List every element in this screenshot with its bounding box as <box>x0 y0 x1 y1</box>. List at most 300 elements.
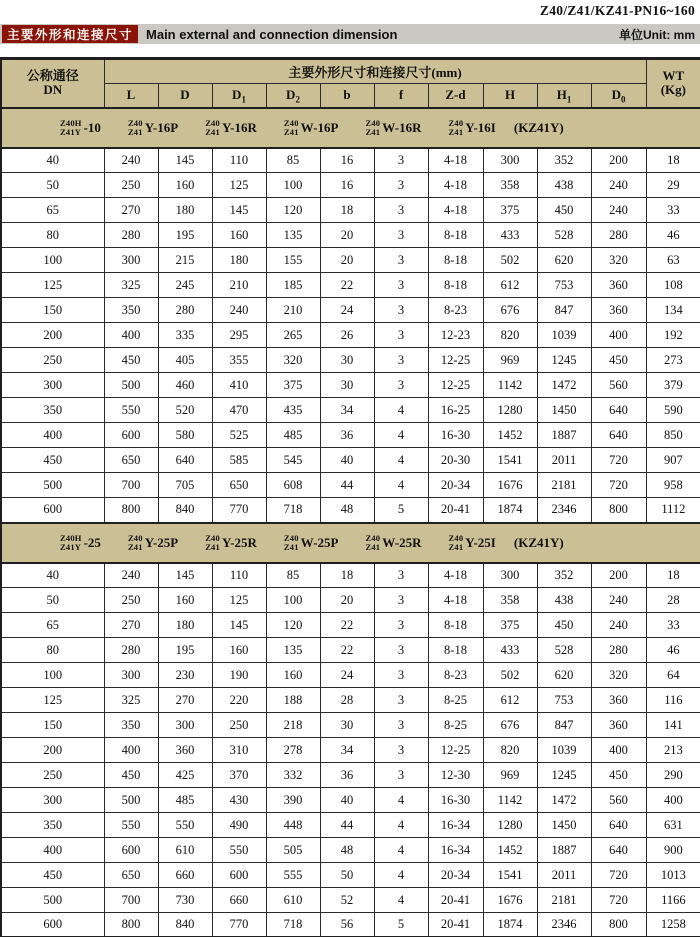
dn-cell: 50 <box>1 173 104 198</box>
table-row <box>1 638 700 663</box>
value-cell: 8-25 <box>428 713 483 738</box>
model-suffix: Y-25R <box>221 534 257 550</box>
value-cell: 33 <box>646 198 700 223</box>
model-suffix: -25 <box>83 534 101 550</box>
value-cell: 435 <box>266 398 320 423</box>
value-cell: 3 <box>374 198 428 223</box>
column-header: L <box>104 84 158 108</box>
value-cell: 2346 <box>537 498 591 523</box>
dn-cell: 400 <box>1 423 104 448</box>
value-cell: 195 <box>158 638 212 663</box>
value-cell: 502 <box>483 663 537 688</box>
value-cell: 502 <box>483 248 537 273</box>
value-cell: 3 <box>374 688 428 713</box>
model-suffix: Y-16I <box>465 119 496 135</box>
value-cell: 1166 <box>646 888 700 913</box>
value-cell: 1142 <box>483 788 537 813</box>
value-cell: 720 <box>591 863 646 888</box>
value-cell: 290 <box>646 763 700 788</box>
value-cell: 160 <box>212 223 266 248</box>
value-cell: 320 <box>591 663 646 688</box>
value-cell: 958 <box>646 473 700 498</box>
value-cell: 295 <box>212 323 266 348</box>
value-cell: 631 <box>646 813 700 838</box>
value-cell: 360 <box>591 273 646 298</box>
value-cell: 3 <box>374 713 428 738</box>
value-cell: 22 <box>320 273 374 298</box>
value-cell: 3 <box>374 613 428 638</box>
value-cell: 30 <box>320 373 374 398</box>
value-cell: 485 <box>158 788 212 813</box>
value-cell: 1452 <box>483 838 537 863</box>
model-designation <box>128 534 178 552</box>
value-cell: 3 <box>374 148 428 173</box>
dn-label-zh: 公称通径 <box>26 68 79 84</box>
value-cell: 125 <box>212 173 266 198</box>
model-designation-row <box>1 523 700 563</box>
value-cell: 16-34 <box>428 838 483 863</box>
dn-cell: 500 <box>1 473 104 498</box>
value-cell: 3 <box>374 248 428 273</box>
value-cell: 4-18 <box>428 173 483 198</box>
table-header-row-2 <box>1 84 700 108</box>
value-cell: 3 <box>374 323 428 348</box>
value-cell: 700 <box>104 888 158 913</box>
value-cell: 4 <box>374 448 428 473</box>
value-cell: 360 <box>591 298 646 323</box>
table-row <box>1 713 700 738</box>
value-cell: 16 <box>320 173 374 198</box>
value-cell: 85 <box>266 563 320 588</box>
value-cell: 358 <box>483 588 537 613</box>
value-cell: 1039 <box>537 323 591 348</box>
value-cell: 40 <box>320 788 374 813</box>
value-cell: 850 <box>646 423 700 448</box>
dn-cell: 200 <box>1 323 104 348</box>
value-cell: 30 <box>320 348 374 373</box>
value-cell: 360 <box>591 688 646 713</box>
value-cell: 240 <box>591 613 646 638</box>
model-designation <box>60 119 101 137</box>
value-cell: 36 <box>320 763 374 788</box>
section-title-en: Main external and connection dimension <box>146 26 398 42</box>
value-cell: 400 <box>646 788 700 813</box>
value-cell: 770 <box>212 913 266 937</box>
value-cell: 320 <box>266 348 320 373</box>
value-cell: 16 <box>320 148 374 173</box>
value-cell: 180 <box>158 613 212 638</box>
value-cell: 1013 <box>646 863 700 888</box>
value-cell: 1245 <box>537 763 591 788</box>
value-cell: 640 <box>591 838 646 863</box>
value-cell: 8-18 <box>428 248 483 273</box>
value-cell: 450 <box>104 348 158 373</box>
value-cell: 29 <box>646 173 700 198</box>
model-prefix-stack: Z40 Z41 <box>127 532 143 552</box>
table-row <box>1 273 700 298</box>
value-cell: 22 <box>320 613 374 638</box>
value-cell: 220 <box>212 688 266 713</box>
value-cell: 2181 <box>537 473 591 498</box>
value-cell: 280 <box>104 638 158 663</box>
dn-cell: 200 <box>1 738 104 763</box>
value-cell: 800 <box>104 913 158 937</box>
value-cell: 52 <box>320 888 374 913</box>
value-cell: 720 <box>591 888 646 913</box>
value-cell: 190 <box>212 663 266 688</box>
value-cell: 230 <box>158 663 212 688</box>
table-row <box>1 788 700 813</box>
model-designations <box>2 119 700 137</box>
dn-cell: 50 <box>1 588 104 613</box>
model-suffix: Y-16R <box>221 119 257 135</box>
value-cell: 560 <box>591 788 646 813</box>
value-cell: 24 <box>320 298 374 323</box>
value-cell: 210 <box>266 298 320 323</box>
value-cell: 20 <box>320 223 374 248</box>
value-cell: 145 <box>212 613 266 638</box>
model-designation-row <box>1 108 700 148</box>
dn-cell: 600 <box>1 498 104 523</box>
unit-label: 单位Unit: mm <box>619 27 695 42</box>
model-designation <box>284 119 339 137</box>
dn-cell: 450 <box>1 448 104 473</box>
dn-cell: 300 <box>1 373 104 398</box>
model-designation <box>449 534 564 552</box>
value-cell: 8-18 <box>428 638 483 663</box>
table-row <box>1 323 700 348</box>
section-title-zh-badge: 主要外形和连接尺寸 <box>2 25 138 43</box>
value-cell: 720 <box>591 473 646 498</box>
value-cell: 600 <box>104 423 158 448</box>
value-cell: 56 <box>320 913 374 937</box>
value-cell: 145 <box>158 563 212 588</box>
value-cell: 18 <box>320 198 374 223</box>
dimension-group-header: 主要外形尺寸和连接尺寸(mm) <box>104 59 646 84</box>
value-cell: 375 <box>266 373 320 398</box>
column-header: Z-d <box>428 84 483 108</box>
value-cell: 800 <box>591 498 646 523</box>
column-header: f <box>374 84 428 108</box>
dn-cell: 400 <box>1 838 104 863</box>
value-cell: 375 <box>483 613 537 638</box>
model-designation <box>60 534 101 552</box>
value-cell: 34 <box>320 738 374 763</box>
value-cell: 610 <box>266 888 320 913</box>
value-cell: 44 <box>320 813 374 838</box>
value-cell: 1450 <box>537 813 591 838</box>
value-cell: 500 <box>104 373 158 398</box>
value-cell: 240 <box>591 588 646 613</box>
value-cell: 8-18 <box>428 273 483 298</box>
value-cell: 1245 <box>537 348 591 373</box>
table-row <box>1 688 700 713</box>
column-header: $H_1$ <box>537 84 591 108</box>
dn-cell: 80 <box>1 638 104 663</box>
value-cell: 195 <box>158 223 212 248</box>
table-row <box>1 813 700 838</box>
value-cell: 46 <box>646 638 700 663</box>
model-prefix-stack: Z40 Z41 <box>365 532 381 552</box>
value-cell: 600 <box>212 863 266 888</box>
dn-column-header <box>1 59 104 108</box>
value-cell: 8-18 <box>428 223 483 248</box>
value-cell: 676 <box>483 713 537 738</box>
value-cell: 650 <box>104 863 158 888</box>
value-cell: 608 <box>266 473 320 498</box>
value-cell: 26 <box>320 323 374 348</box>
value-cell: 18 <box>646 563 700 588</box>
value-cell: 640 <box>591 423 646 448</box>
table-row <box>1 298 700 323</box>
dn-cell: 600 <box>1 913 104 937</box>
table-row <box>1 173 700 198</box>
value-cell: 20-41 <box>428 498 483 523</box>
value-cell: 20-30 <box>428 448 483 473</box>
value-cell: 610 <box>158 838 212 863</box>
value-cell: 185 <box>266 273 320 298</box>
value-cell: 160 <box>158 173 212 198</box>
value-cell: 1541 <box>483 448 537 473</box>
value-cell: 4-18 <box>428 148 483 173</box>
table-row <box>1 448 700 473</box>
value-cell: 200 <box>591 563 646 588</box>
value-cell: 180 <box>158 198 212 223</box>
dn-cell: 65 <box>1 613 104 638</box>
value-cell: 700 <box>104 473 158 498</box>
table-row <box>1 423 700 448</box>
value-cell: 450 <box>591 348 646 373</box>
value-cell: 1874 <box>483 913 537 937</box>
value-cell: 28 <box>646 588 700 613</box>
value-cell: 400 <box>104 738 158 763</box>
model-suffix: W-25P <box>300 534 339 550</box>
value-cell: 358 <box>483 173 537 198</box>
table-row <box>1 498 700 523</box>
wt-unit: (Kg) <box>660 82 686 98</box>
value-cell: 155 <box>266 248 320 273</box>
value-cell: 485 <box>266 423 320 448</box>
value-cell: 120 <box>266 613 320 638</box>
value-cell: 718 <box>266 913 320 937</box>
model-prefix-stack: Z40 Z41 <box>365 117 381 137</box>
value-cell: 213 <box>646 738 700 763</box>
value-cell: 108 <box>646 273 700 298</box>
column-header: $D_1$ <box>212 84 266 108</box>
value-cell: 240 <box>104 148 158 173</box>
value-cell: 375 <box>483 198 537 223</box>
column-header: b <box>320 84 374 108</box>
value-cell: 555 <box>266 863 320 888</box>
value-cell: 135 <box>266 223 320 248</box>
value-cell: 160 <box>212 638 266 663</box>
value-cell: 240 <box>591 198 646 223</box>
value-cell: 2011 <box>537 448 591 473</box>
value-cell: 350 <box>104 713 158 738</box>
value-cell: 85 <box>266 148 320 173</box>
value-cell: 410 <box>212 373 266 398</box>
value-cell: 2011 <box>537 863 591 888</box>
value-cell: 40 <box>320 448 374 473</box>
dimension-table <box>0 57 700 937</box>
value-cell: 250 <box>104 588 158 613</box>
value-cell: 1280 <box>483 813 537 838</box>
value-cell: 3 <box>374 588 428 613</box>
model-prefix-stack: Z40H Z41Y <box>60 117 82 137</box>
dn-cell: 150 <box>1 298 104 323</box>
table-row <box>1 863 700 888</box>
model-designation <box>284 534 339 552</box>
value-cell: 188 <box>266 688 320 713</box>
value-cell: 1450 <box>537 398 591 423</box>
value-cell: 3 <box>374 348 428 373</box>
value-cell: 310 <box>212 738 266 763</box>
value-cell: 590 <box>646 398 700 423</box>
table-row <box>1 348 700 373</box>
dn-cell: 450 <box>1 863 104 888</box>
value-cell: 620 <box>537 248 591 273</box>
model-suffix: Y-25I <box>465 534 496 550</box>
value-cell: 433 <box>483 638 537 663</box>
value-cell: 4 <box>374 423 428 448</box>
value-cell: 3 <box>374 298 428 323</box>
value-cell: 1039 <box>537 738 591 763</box>
value-cell: 64 <box>646 663 700 688</box>
value-cell: 16-30 <box>428 788 483 813</box>
table-header-row-1 <box>1 59 700 84</box>
value-cell: 1472 <box>537 373 591 398</box>
value-cell: 16-34 <box>428 813 483 838</box>
model-designation <box>205 119 257 137</box>
model-suffix: Y-16P <box>144 119 179 135</box>
column-header: $D_0$ <box>591 84 646 108</box>
value-cell: 640 <box>591 813 646 838</box>
value-cell: 3 <box>374 563 428 588</box>
value-cell: 4 <box>374 838 428 863</box>
value-cell: 325 <box>104 273 158 298</box>
value-cell: 650 <box>104 448 158 473</box>
value-cell: 8-23 <box>428 298 483 323</box>
value-cell: 2346 <box>537 913 591 937</box>
value-cell: 192 <box>646 323 700 348</box>
model-suffix: W-16R <box>382 119 422 135</box>
value-cell: 250 <box>212 713 266 738</box>
value-cell: 4 <box>374 473 428 498</box>
value-cell: 4 <box>374 863 428 888</box>
value-cell: 500 <box>104 788 158 813</box>
value-cell: 438 <box>537 173 591 198</box>
value-cell: 120 <box>266 198 320 223</box>
value-cell: 1142 <box>483 373 537 398</box>
value-cell: 22 <box>320 638 374 663</box>
wt-column-header <box>646 59 700 108</box>
value-cell: 400 <box>104 323 158 348</box>
value-cell: 280 <box>591 223 646 248</box>
value-cell: 580 <box>158 423 212 448</box>
value-cell: 240 <box>212 298 266 323</box>
value-cell: 300 <box>104 663 158 688</box>
value-cell: 550 <box>212 838 266 863</box>
document-code: Z40/Z41/KZ41-PN16~160 <box>539 3 695 18</box>
value-cell: 1676 <box>483 473 537 498</box>
value-cell: 50 <box>320 863 374 888</box>
value-cell: 4 <box>374 398 428 423</box>
table-row <box>1 223 700 248</box>
table-row <box>1 888 700 913</box>
value-cell: 28 <box>320 688 374 713</box>
dn-cell: 65 <box>1 198 104 223</box>
model-designation <box>205 534 257 552</box>
value-cell: 550 <box>104 813 158 838</box>
value-cell: 200 <box>591 148 646 173</box>
model-prefix-stack: Z40 Z41 <box>205 532 220 552</box>
value-cell: 300 <box>483 563 537 588</box>
value-cell: 20-34 <box>428 863 483 888</box>
value-cell: 753 <box>537 273 591 298</box>
value-cell: 4-18 <box>428 198 483 223</box>
value-cell: 280 <box>158 298 212 323</box>
value-cell: 352 <box>537 563 591 588</box>
value-cell: 450 <box>104 763 158 788</box>
value-cell: 3 <box>374 738 428 763</box>
table-row <box>1 148 700 173</box>
column-header: H <box>483 84 537 108</box>
table-row <box>1 248 700 273</box>
value-cell: 460 <box>158 373 212 398</box>
value-cell: 24 <box>320 663 374 688</box>
value-cell: 900 <box>646 838 700 863</box>
value-cell: 12-30 <box>428 763 483 788</box>
value-cell: 135 <box>266 638 320 663</box>
value-cell: 1472 <box>537 788 591 813</box>
dn-cell: 100 <box>1 663 104 688</box>
value-cell: 800 <box>591 913 646 937</box>
value-cell: 278 <box>266 738 320 763</box>
value-cell: 490 <box>212 813 266 838</box>
value-cell: 600 <box>104 838 158 863</box>
table-row <box>1 663 700 688</box>
value-cell: 770 <box>212 498 266 523</box>
value-cell: 650 <box>212 473 266 498</box>
table-row <box>1 398 700 423</box>
table-row <box>1 563 700 588</box>
value-cell: 718 <box>266 498 320 523</box>
dn-cell: 250 <box>1 763 104 788</box>
table-row <box>1 373 700 398</box>
value-cell: 270 <box>158 688 212 713</box>
value-cell: 525 <box>212 423 266 448</box>
value-cell: 820 <box>483 323 537 348</box>
value-cell: 640 <box>591 398 646 423</box>
value-cell: 705 <box>158 473 212 498</box>
value-cell: 612 <box>483 688 537 713</box>
value-cell: 528 <box>537 223 591 248</box>
table-row <box>1 198 700 223</box>
value-cell: 3 <box>374 763 428 788</box>
value-cell: 145 <box>158 148 212 173</box>
value-cell: 44 <box>320 473 374 498</box>
model-prefix-stack: Z40 Z41 <box>448 117 464 137</box>
value-cell: 676 <box>483 298 537 323</box>
value-cell: 1258 <box>646 913 700 937</box>
column-header: $D_2$ <box>266 84 320 108</box>
value-cell: 545 <box>266 448 320 473</box>
value-cell: 560 <box>591 373 646 398</box>
value-cell: 48 <box>320 838 374 863</box>
value-cell: 134 <box>646 298 700 323</box>
model-prefix-stack: Z40 Z41 <box>205 117 220 137</box>
value-cell: 4-18 <box>428 588 483 613</box>
